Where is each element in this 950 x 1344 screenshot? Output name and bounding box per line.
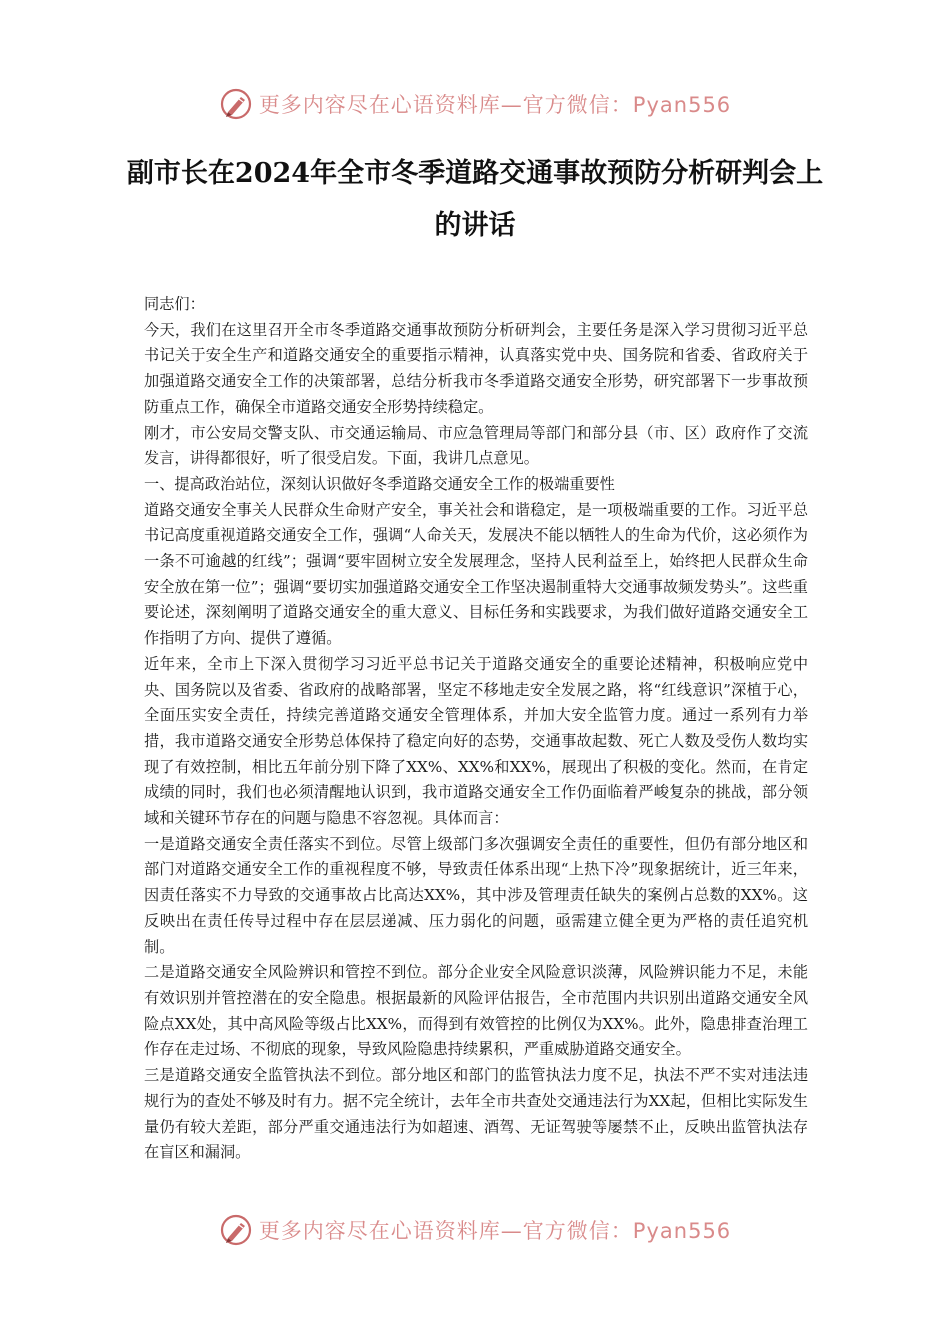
salutation: 同志们： xyxy=(144,295,205,313)
paragraph: 三是道路交通安全监管执法不到位。部分地区和部门的监管执法力度不足，执法不严不实对违法违规行为的查处不够及时有力。据不完全统计，去年全市共查处交通违法行为XX起，但相比实际发生量仍有较大差距，部分严重交通违法行为如超速、酒驾、无证驾驶等屡禁不止，反映出监管执法存在盲区和漏洞。 xyxy=(144,1066,808,1162)
paragraph: 今天，我们在这里召开全市冬季道路交通事故预防分析研判会，主要任务是深入学习贯彻习近平总书记关于安全生产和道路交通安全的重要指示精神，认真落实党中央、国务院和省委、省政府关于加强道路交通安全工作的决策部署，总结分析我市冬季道路交通安全形势，研究部署下一步事故预防重点工作，确保全市道路交通安全形势持续稳定。 xyxy=(144,320,808,416)
paragraph: 道路交通安全事关人民群众生命财产安全，事关社会和谐稳定，是一项极端重要的工作。习近平总书记高度重视道路交通安全工作，强调“人命关天，发展决不能以牺牲人的生命为代价，这必须作为一条不可逾越的红线”；强调“要牢固树立安全发展理念，坚持人民利益至上，始终把人民群众生命安全放在第一位”；强调“要切实加强道路交通安全工作坚决遏制重特大交通事故频发势头”。这些重要论述，深刻阐明了道路交通安全的重大意义、目标任务和实践要求，为我们做好道路交通安全工作指明了方向、提供了遵循。 xyxy=(144,500,808,648)
pen-logo-icon xyxy=(219,1213,253,1247)
watermark-banner-top xyxy=(0,84,950,124)
paragraph: 二是道路交通安全风险辨识和管控不到位。部分企业安全风险意识淡薄，风险辨识能力不足，未能有效识别并管控潜在的安全隐患。根据最新的风险评估报告，全市范围内共识别出道路交通安全风险点XX处，其中高风险等级占比XX%，而得到有效管控的比例仅为XX%。此外，隐患排查治理工作存在走过场、不彻底的现象，导致风险隐患持续累积，严重威胁道路交通安全。 xyxy=(144,963,808,1059)
watermark-banner-bottom xyxy=(0,1210,950,1250)
pen-logo-icon xyxy=(219,87,253,121)
watermark-text: 更多内容尽在心语资料库—官方微信：Pyan556 xyxy=(258,93,732,117)
watermark-text: 更多内容尽在心语资料库—官方微信：Pyan556 xyxy=(258,1219,732,1243)
paragraph: 近年来，全市上下深入贯彻学习习近平总书记关于道路交通安全的重要论述精神，积极响应党中央、国务院以及省委、省政府的战略部署，坚定不移地走安全发展之路，将“红线意识”深植于心，全面压实安全责任，持续完善道路交通安全管理体系，并加大安全监管力度。通过一系列有力举措，我市道路交通安全形势总体保持了稳定向好的态势，交通事故起数、死亡人数及受伤人数均实现了有效控制，相比五年前分别下降了XX%、XX%和XX%，展现出了积极的变化。然而，在肯定成绩的同时，我们也必须清醒地认识到，我市道路交通安全工作仍面临着严峻复杂的挑战，部分领域和关键环节存在的问题与隐患不容忽视。具体而言： xyxy=(144,654,808,828)
document-body xyxy=(144,292,808,1166)
page-title: 副市长在2024年全市冬季道路交通事故预防分析研判会上的讲话 xyxy=(126,158,824,241)
section-heading: 一、提高政治站位，深刻认识做好冬季道路交通安全工作的极端重要性 xyxy=(144,474,615,493)
paragraph: 刚才，市公安局交警支队、市交通运输局、市应急管理局等部门和部分县（市、区）政府作了交流发言，讲得都很好，听了很受启发。下面，我讲几点意见。 xyxy=(144,423,808,468)
paragraph: 一是道路交通安全责任落实不到位。尽管上级部门多次强调安全责任的重要性，但仍有部分地区和部门对道路交通安全工作的重视程度不够，导致责任体系出现“上热下冷”现象据统计，近三年来，因责任落实不力导致的交通事故占比高达XX%，其中涉及管理责任缺失的案例占总数的XX%。这反映出在责任传导过程中存在层层递减、压力弱化的问题，亟需建立健全更为严格的责任追究机制。 xyxy=(144,834,808,956)
